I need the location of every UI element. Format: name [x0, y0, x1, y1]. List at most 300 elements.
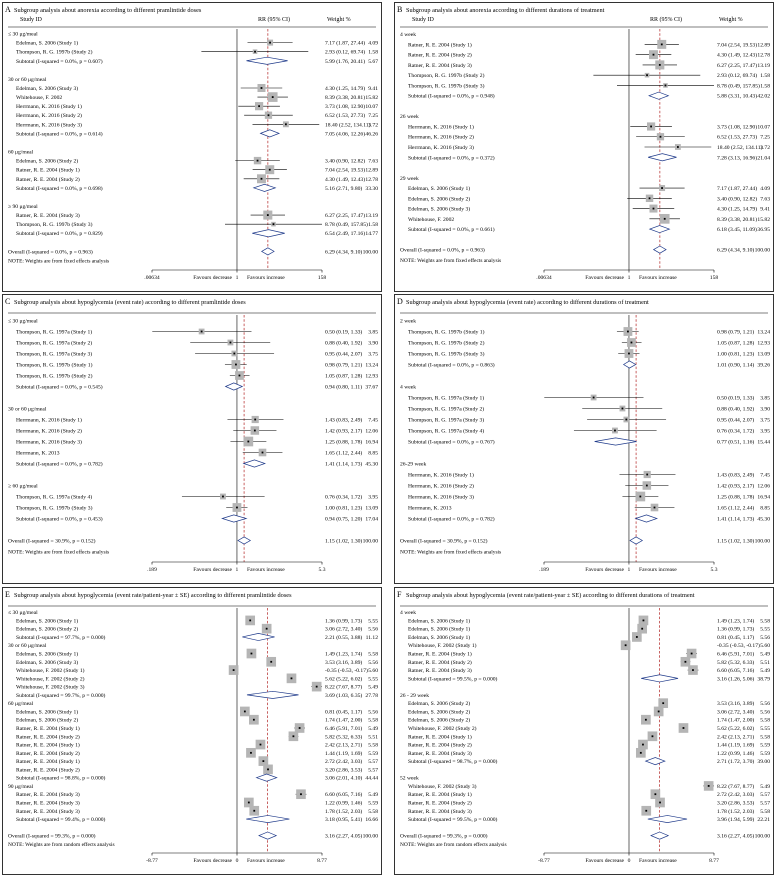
effect-estimate-text: 2.93 (0.12, 69.74) [325, 49, 366, 56]
forest-plot-svg [394, 294, 774, 584]
weight-value: 22.21 [757, 817, 770, 824]
subtotal-label: Subtotal (I-squared = 99.7%, p = 0.000) [16, 692, 106, 699]
study-label: Edelman, S. 2006 (Study 2) [16, 158, 79, 165]
effect-estimate-text: 7.17 (1.87, 27.44) [717, 186, 758, 193]
weight-value: 5.56 [760, 701, 770, 708]
effect-estimate-text: 7.04 (2.54, 19.53) [717, 42, 758, 49]
overall-label: Overall (I-squared = 30.9%, p = 0.152) [8, 538, 96, 545]
study-label: Thompson, R. G. 1997a (Study 1) [408, 395, 485, 402]
effect-estimate-text: 5.62 (5.22, 6.02) [325, 676, 363, 683]
study-label: Thompson, R. G. 1997b (Study 3) [16, 505, 93, 512]
weight-value: 3.90 [368, 340, 378, 347]
point-estimate [258, 105, 260, 107]
effect-estimate-text: 8.39 (3.38, 20.81) [717, 216, 758, 223]
weights-note: NOTE: Weights are from fixed effects analysis [400, 257, 502, 264]
effect-estimate-text: 1.00 (0.81, 1.23) [325, 505, 363, 512]
point-estimate [262, 760, 264, 762]
point-estimate [625, 644, 627, 646]
panel-letter: A [5, 5, 11, 14]
weight-value: 7.45 [368, 417, 378, 424]
study-label: Whitehouse, F. 2002 (Study 2) [16, 676, 85, 683]
point-estimate [201, 331, 203, 333]
point-estimate [664, 218, 666, 220]
weight-value: 5.58 [368, 808, 378, 815]
point-estimate [266, 628, 268, 630]
weight-value: 8.85 [368, 450, 378, 457]
study-label: Whitehouse, F. 2002 (Study 1) [16, 668, 85, 675]
effect-estimate-text: 6.46 (5.91, 7.01) [325, 726, 363, 732]
effect-estimate-text: 3.53 (3.16, 3.89) [717, 701, 755, 708]
x-axis-tick-label: 1 [235, 275, 239, 281]
subgroup-heading: ≥ 60 μg/meal [8, 483, 38, 490]
study-label: Ratner, R. E. 2004 (Study 2) [408, 800, 472, 807]
weight-value: 3.72 [760, 145, 770, 151]
effect-estimate-text: 0.50 (0.19, 1.33) [325, 329, 363, 336]
effect-estimate-text: 1.78 (1.52, 2.03) [717, 808, 755, 815]
effect-estimate-text: 0.98 (0.79, 1.21) [325, 362, 363, 369]
point-estimate [692, 669, 694, 671]
weight-value: 9.41 [368, 86, 378, 92]
point-estimate [708, 785, 710, 787]
point-estimate [270, 661, 272, 663]
effect-estimate-text: 3.73 (1.08, 12.90) [717, 124, 758, 131]
study-label: Ratner, R. E. 2004 (Study 3) [16, 792, 80, 799]
effect-estimate-text: 3.69 (1.03, 6.35) [325, 692, 363, 699]
favours-decrease-label: Favours decrease [585, 567, 624, 573]
x-axis-tick-label: .00634 [144, 275, 160, 281]
subtotal-diamond [648, 154, 676, 161]
effect-estimate-text: 1.25 (0.88, 1.78) [717, 494, 755, 501]
weight-value: 5.49 [368, 726, 378, 732]
subtotal-label: Subtotal (I-squared = 0.0%, p = 0.453) [16, 516, 103, 523]
subtotal-label: Subtotal (I-squared = 98.7%, p = 0.000) [408, 759, 498, 766]
point-estimate [659, 802, 661, 804]
point-estimate [640, 752, 642, 754]
effect-estimate-text: 4.30 (1.49, 12.43) [325, 176, 366, 183]
study-label: Edelman, S. 2006 (Study 1) [408, 186, 471, 193]
point-estimate [235, 364, 237, 366]
weight-value: 7.63 [368, 158, 378, 165]
effect-estimate-text: 0.95 (0.44, 2.07) [325, 351, 363, 358]
subtotal-diamond [595, 438, 637, 445]
point-estimate [683, 727, 685, 729]
subtotal-label: Subtotal (I-squared = 97.7%, p = 0.000) [16, 634, 106, 641]
study-label: Edelman, S. 2006 (Study 3) [16, 659, 79, 666]
point-estimate [685, 661, 687, 663]
weight-value: 5.49 [760, 668, 770, 675]
subtotal-label: Subtotal (I-squared = 0.0%, p = 0.545) [16, 384, 103, 391]
weight-value: 5.55 [368, 618, 378, 625]
effect-estimate-text: 3.16 (2.27, 4.05) [325, 833, 363, 840]
effect-estimate-text: 1.42 (0.93, 2.17) [717, 483, 755, 490]
study-label: Thompson, R. G. 1997a (Study 3) [408, 417, 485, 424]
subtotal-diamond [246, 815, 289, 822]
panel-title: Subgroup analysis about hypoglycemia (event rate) according to different durations of treatment [406, 299, 649, 306]
effect-estimate-text: 0.50 (0.19, 1.33) [717, 395, 755, 402]
weight-value: 12.78 [365, 176, 378, 183]
point-estimate [222, 496, 224, 498]
subtotal-label: Subtotal (I-squared = 0.0%, p = 0.829) [16, 231, 103, 238]
weight-value: 12.89 [365, 167, 378, 174]
effect-estimate-text: 3.20 (2.86, 3.53) [717, 800, 755, 807]
point-estimate [267, 768, 269, 770]
subtotal-label: Subtotal (I-squared = 99.5%, p = 0.000) [408, 676, 498, 683]
panel-letter: D [397, 297, 403, 306]
subtotal-label: Subtotal (I-squared = 0.0%, p = 0.607) [16, 58, 103, 65]
weight-value: 10.07 [757, 124, 770, 131]
weight-value: 3.85 [368, 329, 378, 336]
study-label: Herrmann, K. 2013 [16, 450, 60, 457]
weight-value: 27.78 [365, 692, 378, 699]
point-estimate [593, 397, 595, 399]
forest-plot-svg [2, 294, 382, 584]
study-label: Herrmann, K. 2013 [408, 505, 452, 512]
effect-estimate-text: 1.05 (0.87, 1.28) [717, 340, 755, 347]
effect-estimate-text: 1.36 (0.99, 1.73) [717, 626, 755, 633]
effect-estimate-text: 8.22 (7.67, 8.77) [717, 783, 755, 790]
subtotal-diamond [244, 460, 265, 467]
weight-value: 13.09 [757, 351, 770, 358]
subtotal-diamond [641, 675, 678, 682]
weight-value: 17.04 [365, 516, 378, 523]
effect-estimate-text: 0.88 (0.40, 1.92) [325, 340, 363, 347]
effect-estimate-text: 8.78 (0.49, 157.85) [717, 83, 760, 90]
x-axis-tick-label: .189 [147, 567, 157, 573]
subgroup-heading: 4 week [400, 32, 416, 39]
effect-estimate-text: 7.28 (3.13, 16.96) [717, 155, 758, 162]
weight-value: 5.58 [368, 742, 378, 749]
effect-estimate-text: 5.62 (5.22, 6.02) [717, 726, 755, 732]
effect-estimate-text: 1.22 (0.99, 1.46) [717, 750, 755, 757]
subtotal-diamond [649, 92, 668, 99]
favours-decrease-label: Favours decrease [193, 275, 232, 281]
weight-value: 16.94 [365, 439, 378, 446]
x-axis-tick-label: 5.3 [710, 567, 718, 573]
weight-value: 12.06 [365, 428, 378, 435]
weight-value: 3.75 [760, 417, 770, 424]
effect-estimate-text: 6.27 (2.25, 17.47) [325, 213, 366, 220]
effect-estimate-text: 1.44 (1.19, 1.69) [325, 750, 363, 757]
subgroup-heading: 30 or 60 μg/meal [8, 643, 47, 650]
subtotal-label: Subtotal (I-squared = 99.4%, p = 0.000) [16, 817, 106, 824]
effect-estimate-text: 6.60 (6.05, 7.16) [325, 792, 363, 799]
point-estimate [646, 74, 648, 76]
weight-value: 1.58 [368, 222, 378, 229]
study-label: Ratner, R. E. 2004 (Study 3) [16, 808, 80, 815]
effect-estimate-text: 5.99 (1.76, 20.41) [325, 58, 366, 65]
weight-value: 7.25 [760, 134, 770, 141]
x-axis-tick-label: .189 [539, 567, 549, 573]
effect-estimate-text: 8.78 (0.49, 157.85) [325, 222, 368, 229]
effect-estimate-text: 6.52 (1.53, 27.73) [717, 134, 758, 141]
effect-estimate-text: 1.22 (0.99, 1.46) [325, 800, 363, 807]
weight-value: 3.95 [760, 428, 770, 435]
study-label: Edelman, S. 2006 (Study 1) [16, 40, 79, 47]
subgroup-heading: 60 μg/meal [8, 149, 34, 156]
favours-increase-label: Favours increase [638, 275, 677, 281]
study-label: Thompson, R. G. 1997b (Study 3) [408, 83, 485, 90]
study-label: Thompson, R. G. 1997b (Study 2) [16, 49, 93, 56]
study-label: Ratner, R. E. 2004 (Study 1) [16, 742, 80, 749]
study-label: Thompson, R. G. 1997a (Study 4) [408, 428, 485, 435]
subtotal-diamond [648, 815, 687, 822]
study-label: Ratner, R. E. 2004 (Study 3) [408, 62, 472, 69]
weight-value: 46.26 [365, 131, 378, 138]
subtotal-diamond [222, 515, 246, 522]
effect-estimate-text: 8.22 (7.67, 8.77) [325, 684, 363, 691]
effect-estimate-text: 3.06 (2.72, 3.40) [325, 626, 363, 633]
weight-value: 100.00 [754, 833, 770, 840]
study-label: Ratner, R. E. 2004 (Study 1) [16, 759, 80, 766]
point-estimate [230, 342, 232, 344]
weight-value: 33.30 [365, 185, 378, 192]
weight-value: 36.95 [757, 227, 770, 234]
effect-estimate-text: 3.53 (3.16, 3.89) [325, 659, 363, 666]
overall-diamond [259, 832, 276, 839]
forest-plot-panel-e [2, 587, 382, 875]
effect-estimate-text: 0.77 (0.51, 1.16) [717, 439, 755, 446]
panel-title: Subgroup analysis about anorexia according to different pramlintide doses [14, 7, 202, 14]
point-estimate [251, 653, 253, 655]
study-label: Whitehouse, F. 2002 [408, 216, 455, 223]
x-axis-tick-label: 8.77 [709, 858, 719, 864]
point-estimate [653, 208, 655, 210]
subtotal-diamond [624, 361, 636, 368]
point-estimate [268, 114, 270, 116]
study-label: Ratner, R. E. 2004 (Study 2) [16, 750, 80, 757]
subgroup-heading: 90 μg/meal [8, 783, 34, 790]
forest-plot-panel-d [394, 294, 774, 584]
point-estimate [285, 123, 287, 125]
study-label: Edelman, S. 2006 (Study 2) [408, 196, 471, 203]
study-label: Thompson, R. G. 1997a (Study 2) [16, 340, 93, 347]
x-axis-tick-label: 1 [627, 275, 631, 281]
weight-value: 15.44 [757, 439, 770, 446]
point-estimate [299, 727, 301, 729]
point-estimate [244, 711, 246, 713]
weight-value: 5.57 [760, 792, 770, 799]
effect-estimate-text: 6.52 (1.53, 27.73) [325, 113, 366, 120]
effect-estimate-text: 1.01 (0.90, 1.14) [717, 362, 755, 369]
weight-value: 15.82 [757, 216, 770, 223]
forest-plot-svg [2, 2, 382, 292]
subtotal-diamond [246, 57, 287, 64]
effect-estimate-text: 3.16 (1.26, 5.06) [717, 676, 755, 683]
point-estimate [643, 620, 645, 622]
effect-estimate-text: 0.76 (0.34, 1.72) [325, 494, 363, 501]
effect-estimate-text: 3.06 (2.72, 3.40) [717, 709, 755, 716]
effect-estimate-text: 7.17 (1.87, 27.44) [325, 40, 366, 47]
favours-increase-label: Favours increase [246, 567, 285, 573]
point-estimate [248, 802, 250, 804]
column-header-study: Study ID [412, 17, 434, 23]
weight-value: 5.60 [760, 643, 770, 650]
effect-estimate-text: 1.74 (1.47, 2.00) [325, 717, 363, 724]
effect-estimate-text: 1.05 (0.87, 1.28) [325, 373, 363, 380]
panel-letter: B [397, 5, 403, 14]
subgroup-heading: 26 - 29 week [400, 692, 430, 699]
weight-value: 13.24 [757, 329, 770, 336]
effect-estimate-text: 2.42 (2.13, 2.71) [717, 734, 755, 741]
weight-value: 5.58 [368, 717, 378, 724]
point-estimate [261, 87, 263, 89]
subgroup-heading: ≤ 30 μg/meal [8, 31, 38, 38]
effect-estimate-text: 1.44 (1.19, 1.69) [717, 742, 755, 749]
effect-estimate-text: 3.40 (0.90, 12.82) [325, 158, 366, 165]
study-label: Thompson, R. G. 1997a (Study 1) [16, 329, 93, 336]
weight-value: 3.90 [760, 406, 770, 413]
weight-value: 5.56 [760, 709, 770, 716]
subtotal-diamond [226, 383, 243, 390]
subtotal-label: Subtotal (I-squared = 99.5%, p = 0.000) [408, 817, 498, 824]
overall-label: Overall (I-squared = 0.0%, p = 0.963) [8, 249, 93, 256]
effect-estimate-text: 7.04 (2.54, 19.53) [325, 167, 366, 174]
forest-plot-panel-b [394, 2, 774, 292]
effect-estimate-text: 1.49 (1.23, 1.74) [325, 651, 363, 658]
forest-plot-svg [394, 2, 774, 292]
effect-estimate-text: 4.30 (1.25, 14.79) [325, 86, 366, 92]
weight-value: 4.09 [760, 186, 770, 193]
subgroup-heading: ≥ 90 μg/meal [8, 204, 38, 210]
panel-letter: C [5, 297, 11, 306]
column-header-weight: Weight % [719, 17, 743, 23]
weight-value: 16.94 [757, 494, 770, 501]
favours-increase-label: Favours increase [247, 858, 285, 864]
effect-estimate-text: 6.60 (6.05, 7.16) [717, 668, 755, 675]
study-label: Herrmann, K. 2016 (Study 1) [408, 472, 474, 479]
study-label: Herrmann, K. 2016 (Study 1) [16, 417, 82, 424]
weight-value: 5.51 [368, 734, 378, 741]
weight-value: 5.58 [760, 717, 770, 724]
study-label: Edelman, S. 2006 (Study 2) [16, 626, 79, 633]
weight-value: 5.58 [760, 618, 770, 625]
point-estimate [658, 711, 660, 713]
panel-title: Subgroup analysis about hypoglycemia (event rate/patient-year ± SE) according to different pramlintide doses [14, 592, 292, 599]
study-label: Thompson, R. G. 1997b (Study 1) [408, 329, 485, 336]
point-estimate [260, 744, 262, 746]
effect-estimate-text: 5.82 (5.32, 6.33) [325, 734, 363, 741]
effect-estimate-text: 0.98 (0.79, 1.21) [717, 329, 755, 336]
point-estimate [316, 686, 318, 688]
point-estimate [257, 160, 259, 162]
weights-note: NOTE: Weights are from fixed effects analysis [8, 258, 110, 265]
column-header-study: Study ID [20, 17, 42, 23]
study-label: Edelman, S. 2006 (Study 2) [408, 709, 471, 716]
point-estimate [300, 793, 302, 795]
study-label: Ratner, R. E. 2004 (Study 2) [408, 659, 472, 666]
overall-diamond [651, 832, 668, 839]
weight-value: 5.58 [760, 734, 770, 741]
weight-value: 5.49 [368, 792, 378, 799]
effect-estimate-text: 2.93 (0.12, 69.74) [717, 73, 758, 80]
effect-estimate-text: -0.35 (-0.53, -0.17) [717, 643, 760, 650]
study-label: Edelman, S. 2006 (Study 3) [408, 206, 471, 213]
point-estimate [233, 669, 235, 671]
study-label: Thompson, R. G. 1997b (Study 2) [408, 73, 485, 80]
study-label: Whitehouse, F. 2002 (Study 3) [408, 783, 477, 790]
weight-value: 3.95 [368, 494, 378, 501]
x-axis-tick-label: 5.3 [318, 567, 326, 573]
weight-value: 9.41 [760, 206, 770, 213]
effect-estimate-text: 0.88 (0.40, 1.92) [717, 406, 755, 413]
subgroup-heading: 2 week [400, 318, 416, 325]
forest-plot-panel-a [2, 2, 382, 292]
study-label: Herrmann, K. 2016 (Study 1) [408, 124, 474, 131]
point-estimate [261, 178, 263, 180]
point-estimate [627, 331, 629, 333]
study-label: Ratner, R. E. 2004 (Study 3) [408, 808, 472, 815]
study-label: Ratner, R. E. 2004 (Study 2) [408, 52, 472, 59]
point-estimate [254, 419, 256, 421]
subgroup-heading: 4 week [400, 384, 416, 391]
point-estimate [659, 64, 661, 66]
weight-value: 5.55 [760, 626, 770, 633]
weights-note: NOTE: Weights are from fixed effects analysis [8, 549, 110, 556]
point-estimate [645, 719, 647, 721]
subgroup-heading: 30 or 60 μg/meal [8, 406, 47, 413]
point-estimate [636, 636, 638, 638]
study-label: Herrmann, K. 2016 (Study 3) [16, 439, 82, 446]
study-label: Herrmann, K. 2016 (Study 2) [16, 428, 82, 435]
effect-estimate-text: 2.21 (0.55, 3.88) [325, 634, 363, 641]
subgroup-heading: 26-29 week [400, 461, 427, 468]
weight-value: 7.45 [760, 472, 770, 479]
weights-note: NOTE: Weights are from random effects analysis [8, 841, 115, 848]
study-label: Herrmann, K. 2016 (Study 3) [16, 122, 82, 129]
weight-value: 5.55 [368, 676, 378, 683]
study-label: Ratner, R. E. 2004 (Study 1) [408, 42, 472, 49]
effect-estimate-text: 0.94 (0.80, 1.11) [325, 384, 363, 391]
subtotal-label: Subtotal (I-squared = 0.0%, p = 0.782) [16, 461, 103, 468]
point-estimate [661, 43, 663, 45]
point-estimate [625, 419, 627, 421]
weight-value: 12.06 [757, 483, 770, 490]
subgroup-heading: 29 week [400, 175, 419, 182]
subtotal-diamond [242, 633, 274, 640]
subtotal-diamond [247, 691, 299, 698]
point-estimate [254, 51, 256, 53]
weight-value: 100.00 [362, 833, 378, 840]
favours-decrease-label: Favours decrease [585, 275, 624, 281]
effect-estimate-text: 6.29 (4.34, 9.10) [717, 247, 755, 254]
subtotal-label: Subtotal (I-squared = 0.0%, p = 0.863) [408, 362, 495, 369]
weight-value: 13.19 [757, 62, 770, 69]
weight-value: 13.24 [365, 362, 378, 369]
effect-estimate-text: 1.43 (0.83, 2.49) [325, 417, 363, 424]
x-axis-tick-label: 0 [627, 858, 631, 864]
study-label: Herrmann, K. 2016 (Study 3) [408, 145, 474, 151]
subtotal-label: Subtotal (I-squared = 0.0%, p = 0.767) [408, 439, 495, 446]
favours-decrease-label: Favours decrease [193, 567, 232, 573]
subtotal-diamond [261, 130, 280, 137]
weight-value: 5.57 [368, 759, 378, 766]
forest-plot-svg [2, 587, 382, 875]
study-label: Edelman, S. 2006 (Study 1) [16, 709, 79, 716]
point-estimate [622, 408, 624, 410]
study-label: Edelman, S. 2006 (Study 1) [408, 618, 471, 625]
overall-label: Overall (I-squared = 0.0%, p = 0.963) [400, 247, 485, 254]
x-axis-tick-label: 158 [317, 275, 327, 281]
x-axis-tick-label: .00634 [536, 275, 552, 281]
study-label: Thompson, R. G. 1997b (Study 2) [408, 340, 485, 347]
study-label: Herrmann, K. 2016 (Study 3) [408, 494, 474, 501]
point-estimate [650, 126, 652, 128]
effect-estimate-text: 1.25 (0.88, 1.78) [325, 439, 363, 446]
weight-value: 38.79 [757, 676, 770, 683]
weight-value: 5.49 [760, 651, 770, 658]
effect-estimate-text: 3.20 (2.86, 3.53) [325, 767, 363, 774]
subgroup-heading: 26 week [400, 114, 419, 121]
